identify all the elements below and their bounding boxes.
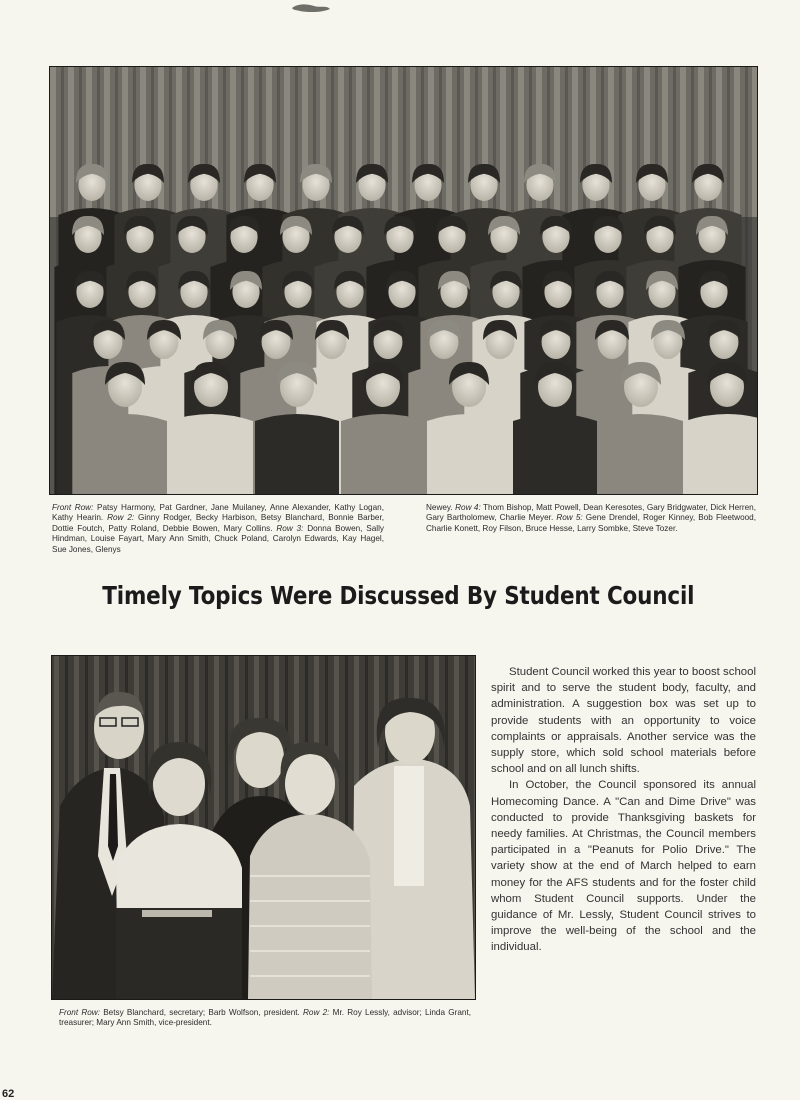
student-figure: [341, 414, 425, 494]
article-paragraph-1: Student Council worked this year to boost school spirit and to serve the student body, faculty, and administration. A suggestion box was set up to provide students with an opportunity to voice complaints or appraisals. Another service was the supply store, which sold school materials before school and on all lunch shifts.: [491, 666, 756, 776]
student-figure: [427, 414, 511, 494]
council-photo-caption: [59, 1008, 471, 1029]
group-photo-caption-left: [52, 503, 384, 555]
council-caption-label: Front Row:: [59, 1008, 100, 1017]
council-caption-names: Betsy Blanchard, secretary; Barb Wolfson, president.: [99, 1008, 304, 1017]
group-photo-caption-right: [426, 503, 756, 534]
council-caption-label: Row 2:: [303, 1008, 330, 1017]
group-caption-right-label: Row 5:: [556, 513, 583, 523]
student-figure: [83, 414, 167, 494]
group-caption-right-names: Newey.: [426, 503, 456, 512]
group-caption-right-label: Row 4:: [455, 503, 481, 512]
group-caption-right-names: Thom Bishop, Matt Powell, Dean Keresotes, Gary Bridgwater, Dick Herren, Gary Bartholomew, Charlie Meyer.: [426, 503, 757, 523]
group-caption-left-names: Patsy Harmony, Pat Gardner, Jane Muilaney, Anne Alexander, Kathy Logan, Kathy Hearin.: [52, 503, 384, 523]
group-caption-left-label: Row 2:: [107, 513, 135, 523]
student-figure: [169, 414, 253, 494]
group-caption-left-label: Front Row:: [52, 503, 94, 512]
council-caption-names: Mr. Roy Lessly, advisor; Linda Grant, treasurer; Mary Ann Smith, vice-president.: [59, 1008, 472, 1028]
student-figure: [255, 414, 339, 494]
group-caption-left-label: Row 3:: [276, 523, 304, 533]
page-headline: Timely Topics Were Discussed By Student Council: [102, 581, 695, 610]
article-paragraph-2: In October, the Council sponsored its annual Homecoming Dance. A "Can and Dime Drive" was conducted to provide Thanksgiving baskets for needy families. At Christmas, the Council members participated in a "Peanuts for Polio Drive." The variety show at the end of March helped to earn money for the AFS students and for the foster child whom Student Council supports. Under the guidance of Mr. Lessly, Student Council strives to improve the well-being of the school and the individual.: [491, 779, 756, 954]
student-figure: [685, 414, 757, 494]
student-figure: [599, 414, 683, 494]
article-body: [491, 664, 756, 956]
print-smudge: [290, 2, 332, 14]
group-caption-left-names: Ginny Rodger, Becky Harbison, Betsy Blanchard, Bonnie Barber, Dottie Foutch, Patty Roland, Debbie Bowen, Mary Collins.: [52, 513, 385, 533]
page-number: 62: [2, 1088, 15, 1100]
council-officers-photo: [51, 655, 476, 1000]
group-caption-right-names: Gene Drendel, Roger Kinney, Bob Fleetwood, Charlie Konett, Roy Filson, Bruce Hesse, Larry Sombke, Steve Tozer.: [426, 513, 757, 533]
student-figure: [513, 414, 597, 494]
student-council-group-photo: [49, 66, 758, 495]
group-caption-left-names: Donna Bowen, Sally Hindman, Louise Fayart, Mary Ann Smith, Chuck Poland, Carolyn Edwards, Kay Hagel, Sue Jones, Glenys: [52, 523, 385, 554]
